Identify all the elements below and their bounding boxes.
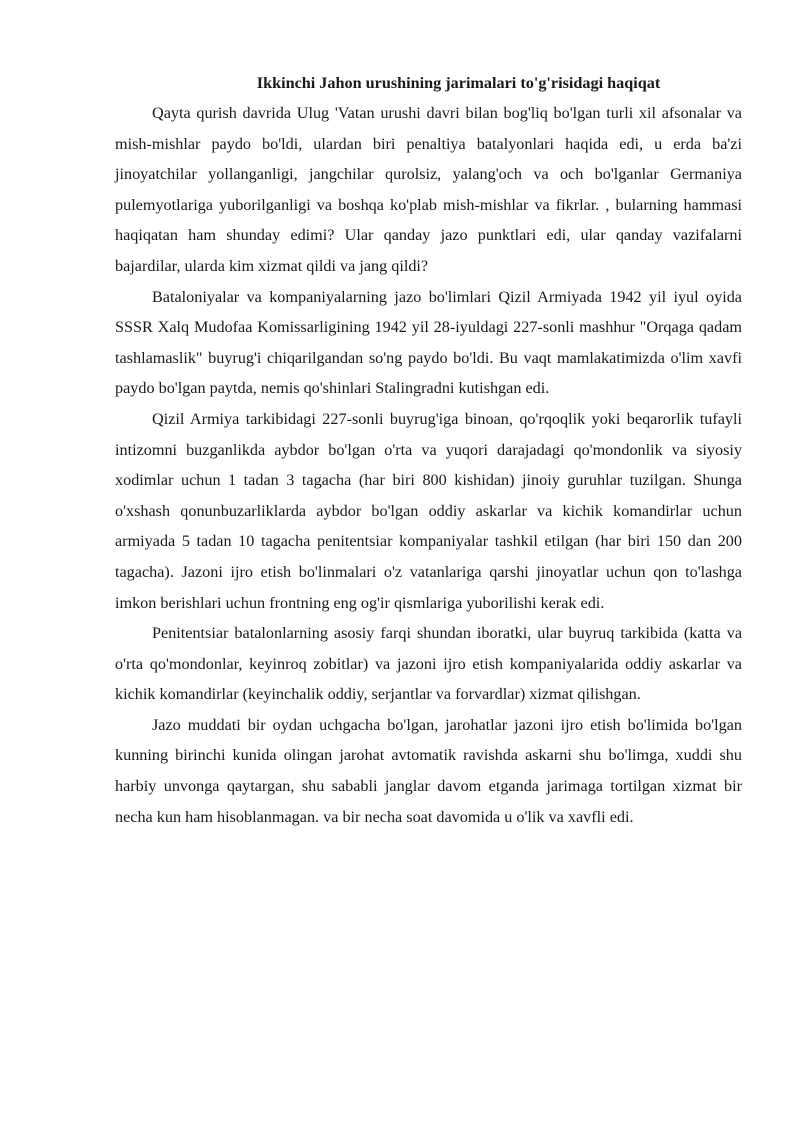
document-title: Ikkinchi Jahon urushining jarimalari to'g'risidagi haqiqat [256, 74, 661, 92]
paragraph-1: Qayta qurish davrida Ulug 'Vatan urushi davri bilan bog'liq bo'lgan turli xil afsonalar va mish-mishlar paydo bo'ldi, ulardan biri penaltiya batalyonlari haqida edi, u erda ba'zi jinoyatchilar yollanganligi, jangchilar qurolsiz, yalang'och va och bo'lganlar Germaniya pulemyotlariga yuborilganligi va boshqa ko'plab mish-mishlar va fikrlar. , bularning hammasi haqiqatan ham shunday edimi? Ular qanday jazo punktlari edi, ular qanday vazifalarni bajardilar, ularda kim xizmat qildi va jang qildi? [115, 104, 742, 275]
paragraph-5: Jazo muddati bir oydan uchgacha bo'lgan, jarohatlar jazoni ijro etish bo'limida bo'lgan kunning birinchi kunida olingan jarohat avtomatik ravishda askarni shu bo'limga, xuddi shu harbiy unvonga qaytargan, shu sababli janglar davom etganda jarimaga tortilgan xizmat bir necha kun ham hisoblanmagan. va bir necha soat davomida u o'lik va xavfli edi. [115, 715, 742, 826]
paragraph-3: Qizil Armiya tarkibidagi 227-sonli buyrug'iga binoan, qo'rqoqlik yoki beqarorlik tufayli intizomni buzganlikda aybdor bo'lgan o'rta va yuqori darajadagi qo'mondonlik va siyosiy xodimlar uchun 1 tadan 3 tagacha (har biri 800 kishidan) jinoiy guruhlar tuzilgan. Shunga o'xshash qonunbuzarliklarda aybdor bo'lgan oddiy askarlar va kichik komandirlar uchun armiyada 5 tadan 10 tagacha penitentsiar kompaniyalar tashkil etilgan (har biri 150 dan 200 tagacha). Jazoni ijro etish bo'linmalari o'z vatanlariga qarshi jinoyatlar uchun qon to'lashga imkon berishlari uchun frontning eng og'ir qismlariga yuborilishi kerak edi. [115, 409, 742, 612]
document-page [115, 68, 742, 832]
paragraph-2: Bataloniyalar va kompaniyalarning jazo bo'limlari Qizil Armiyada 1942 yil iyul oyida SSSR Xalq Mudofaa Komissarligining 1942 yil 28-iyuldagi 227-sonli mashhur "Orqaga qadam tashlamaslik" buyrug'i chiqarilgandan so'ng paydo bo'ldi. Bu vaqt mamlakatimizda o'lim xavfi paydo bo'lgan paytda, nemis qo'shinlari Stalingradni kutishgan edi. [115, 287, 742, 398]
paragraph-4: Penitentsiar batalonlarning asosiy farqi shundan iboratki, ular buyruq tarkibida (katta va o'rta qo'mondonlar, keyinroq zobitlar) va jazoni ijro etish kompaniyalarida oddiy askarlar va kichik komandirlar (keyinchalik oddiy, serjantlar va forvardlar) xizmat qilishgan. [115, 624, 742, 704]
